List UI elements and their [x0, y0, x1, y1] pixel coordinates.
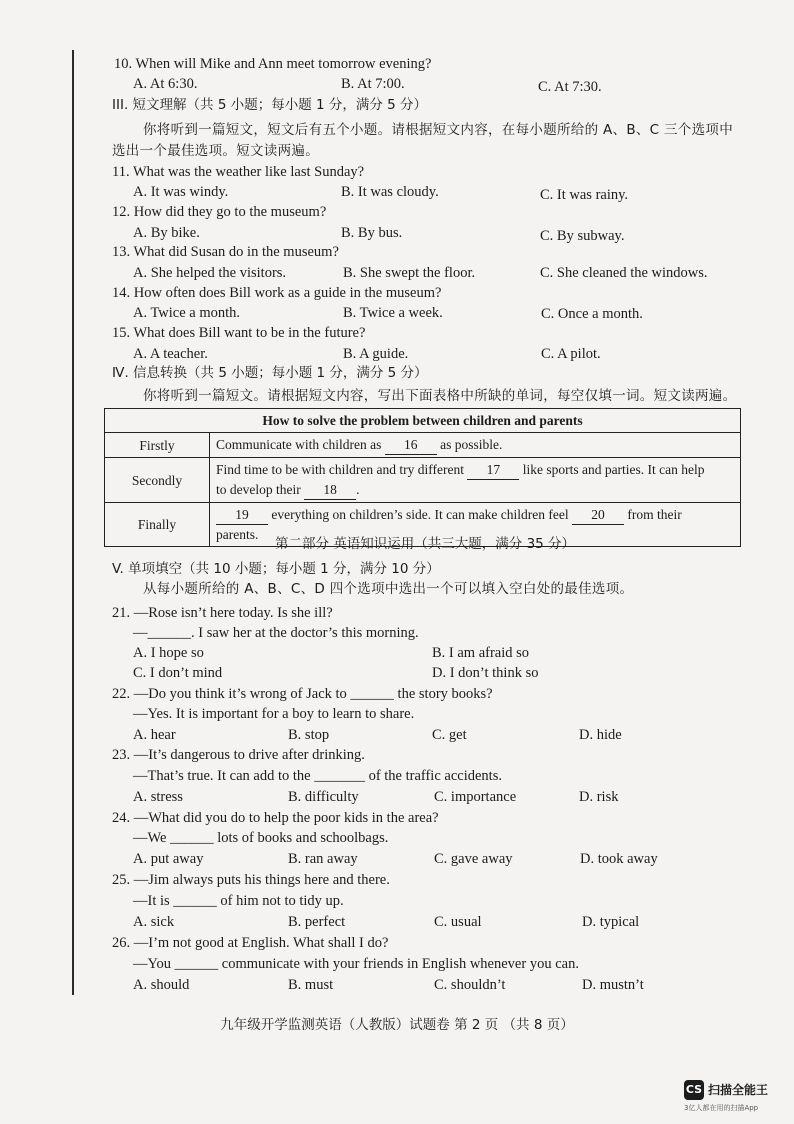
q26-option-d: D. mustn’t	[582, 977, 644, 993]
q26-option-a: A. should	[133, 977, 190, 993]
section-4-heading: Ⅳ. 信息转换（共 5 小题；每小题 1 分，满分 5 分）	[112, 365, 428, 381]
q25-option-d: D. typical	[582, 914, 640, 930]
row3-text-line2: parents.	[216, 527, 259, 542]
q25-option-c: C. usual	[434, 914, 482, 930]
q26-option-b: B. must	[288, 977, 334, 993]
q14-option-b: B. Twice a week.	[343, 305, 443, 321]
q14-option-c: C. Once a month.	[541, 306, 643, 322]
section-5-heading: V. 单项填空（共 10 小题；每小题 1 分，满分 10 分）	[112, 561, 440, 577]
question-10: 10. When will Mike and Ann meet tomorrow evening?	[114, 56, 432, 72]
camscanner-logo-icon: CS	[684, 1080, 704, 1100]
q22-option-c: C. get	[432, 727, 467, 743]
blank-19: 19	[216, 505, 268, 525]
question-23-line1: 23. —It’s dangerous to drive after drinking.	[112, 747, 365, 763]
q10-option-b: B. At 7:00.	[341, 76, 405, 92]
question-26-line2: —You ______ communicate with your friends in English whenever you can.	[133, 956, 579, 972]
section-3-heading: III. 短文理解（共 5 小题；每小题 1 分，满分 5 分）	[112, 97, 428, 113]
row3-text-post: from their	[627, 507, 682, 522]
section-3-instruction-line1: 你将听到一篇短文，短文后有五个小题。请根据短文内容，在每小题所给的 A、B、C 三个选项中	[143, 122, 734, 138]
question-13: 13. What did Susan do in the museum?	[112, 244, 339, 260]
question-11: 11. What was the weather like last Sunday?	[112, 164, 365, 180]
q21-option-c: C. I don’t mind	[133, 665, 223, 681]
q25-option-b: B. perfect	[288, 914, 346, 930]
row2-text-end: .	[356, 482, 360, 497]
section-5-instruction: 从每小题所给的 A、B、C、D 四个选项中选出一个可以填入空白处的最佳选项。	[143, 581, 634, 597]
row2-text-pre: Find time to be with children and try different	[216, 462, 464, 477]
q12-option-b: B. By bus.	[341, 225, 403, 241]
question-15: 15. What does Bill want to be in the future?	[112, 325, 366, 341]
question-24-line2: —We ______ lots of books and schoolbags.	[133, 830, 389, 846]
q21-option-b: B. I am afraid so	[432, 645, 530, 661]
question-14: 14. How often does Bill work as a guide in the museum?	[112, 285, 442, 301]
question-25-line1: 25. —Jim always puts his things here and there.	[112, 872, 390, 888]
question-22-line2: —Yes. It is important for a boy to learn to share.	[133, 706, 415, 722]
row-label-firstly: Firstly	[105, 433, 210, 458]
q26-option-c: C. shouldn’t	[434, 977, 506, 993]
question-12: 12. How did they go to the museum?	[112, 204, 327, 220]
q13-option-c: C. She cleaned the windows.	[540, 265, 708, 281]
q14-option-a: A. Twice a month.	[133, 305, 241, 321]
q13-option-b: B. She swept the floor.	[343, 265, 476, 281]
blank-16: 16	[385, 435, 437, 455]
question-23-line2: —That’s true. It can add to the _______ of the traffic accidents.	[133, 768, 502, 784]
q24-option-c: C. gave away	[434, 851, 513, 867]
q13-option-a: A. She helped the visitors.	[133, 265, 287, 281]
row-label-secondly: Secondly	[105, 458, 210, 503]
row-content-firstly	[210, 433, 741, 458]
q23-option-d: D. risk	[579, 789, 619, 805]
section-3-instruction-line2: 选出一个最佳选项。短文读两遍。	[112, 143, 319, 159]
blank-17: 17	[467, 460, 519, 480]
watermark-tagline: 3亿人都在用的扫描App	[684, 1104, 759, 1112]
q12-option-c: C. By subway.	[540, 228, 625, 244]
question-25-line2: —It is ______ of him not to tidy up.	[133, 893, 344, 909]
q23-option-b: B. difficulty	[288, 789, 359, 805]
q21-option-d: D. I don’t think so	[432, 665, 539, 681]
watermark-app-name: 扫描全能王	[708, 1083, 769, 1097]
section-4-instruction: 你将听到一篇短文。请根据短文内容，写出下面表格中所缺的单词，每空仅填一词。短文读两遍。	[143, 388, 737, 404]
row1-text-post: as possible.	[440, 437, 503, 452]
q12-option-a: A. By bike.	[133, 225, 200, 241]
info-transfer-table	[104, 408, 741, 547]
q11-option-c: C. It was rainy.	[540, 187, 629, 203]
row2-text-mid: like sports and parties. It can help	[522, 462, 705, 477]
table-title: How to solve the problem between children and parents	[105, 409, 741, 433]
q24-option-b: B. ran away	[288, 851, 358, 867]
q22-option-d: D. hide	[579, 727, 622, 743]
page-footer: 九年级开学监测英语（人教版）试题卷 第 2 页 （共 8 页）	[220, 1017, 574, 1033]
question-26-line1: 26. —I’m not good at English. What shall I do?	[112, 935, 389, 951]
row-label-finally: Finally	[105, 503, 210, 547]
q23-option-c: C. importance	[434, 789, 517, 805]
q25-option-a: A. sick	[133, 914, 175, 930]
row-content-secondly	[210, 458, 741, 503]
q10-option-c: C. At 7:30.	[538, 79, 602, 95]
q22-option-b: B. stop	[288, 727, 330, 743]
question-24-line1: 24. —What did you do to help the poor kids in the area?	[112, 810, 439, 826]
q24-option-a: A. put away	[133, 851, 204, 867]
row1-text-pre: Communicate with children as	[216, 437, 382, 452]
q15-option-a: A. A teacher.	[133, 346, 208, 362]
q10-option-a: A. At 6:30.	[133, 76, 198, 92]
question-22-line1: 22. —Do you think it’s wrong of Jack to ______ the story books?	[112, 686, 493, 702]
q15-option-c: C. A pilot.	[541, 346, 601, 362]
q23-option-a: A. stress	[133, 789, 183, 805]
blank-20: 20	[572, 505, 624, 525]
q24-option-d: D. took away	[580, 851, 658, 867]
part-2-title: 第二部分 英语知识运用（共三大题，满分 35 分）	[275, 536, 576, 552]
row2-text-line2: to develop their	[216, 482, 301, 497]
row3-text-mid: everything on children’s side. It can make children feel	[271, 507, 569, 522]
question-21-line1: 21. —Rose isn’t here today. Is she ill?	[112, 605, 333, 621]
binding-margin-line	[72, 50, 74, 995]
q22-option-a: A. hear	[133, 727, 176, 743]
scanner-watermark	[684, 1078, 784, 1118]
question-21-line2: —______. I saw her at the doctor’s this morning.	[133, 625, 419, 641]
q21-option-a: A. I hope so	[133, 645, 204, 661]
q15-option-b: B. A guide.	[343, 346, 409, 362]
blank-18: 18	[304, 480, 356, 500]
q11-option-b: B. It was cloudy.	[341, 184, 439, 200]
q11-option-a: A. It was windy.	[133, 184, 229, 200]
